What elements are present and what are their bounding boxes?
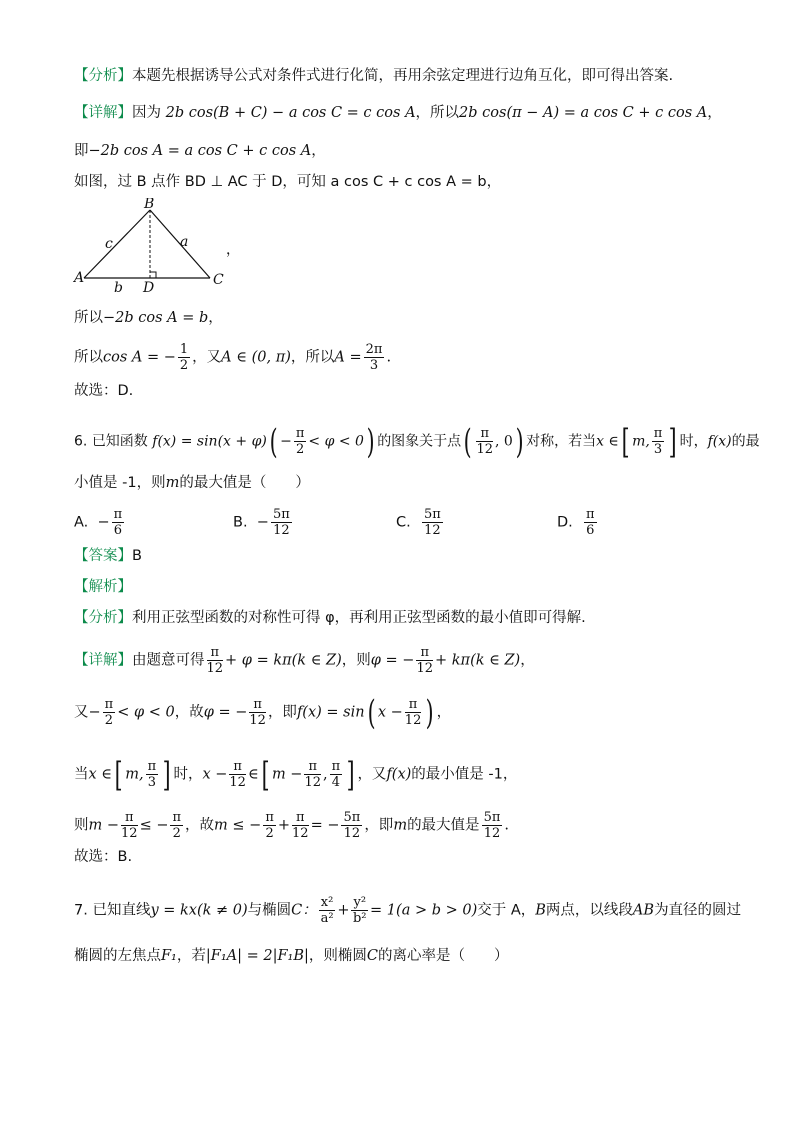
equation: φ = − bbox=[370, 652, 415, 669]
q7-stem-line-2 bbox=[74, 946, 734, 966]
text: 又 bbox=[74, 704, 89, 721]
detail-tag: 【详解】 bbox=[74, 105, 132, 121]
text: ， bbox=[707, 105, 722, 121]
q6-jiexi-line bbox=[74, 577, 734, 597]
text: − bbox=[280, 433, 292, 450]
text: 椭圆的左焦点 bbox=[74, 948, 161, 964]
fraction bbox=[416, 645, 433, 676]
numerator: π bbox=[229, 759, 246, 775]
numerator: x² bbox=[320, 895, 334, 910]
option-label: B. bbox=[233, 514, 248, 531]
text: 所以 bbox=[74, 310, 103, 326]
text: 因为 bbox=[132, 105, 161, 121]
fraction bbox=[294, 426, 307, 457]
numerator: π bbox=[207, 645, 224, 661]
answer-tag: 【答案】 bbox=[74, 548, 132, 564]
equation: f(x) bbox=[707, 433, 732, 450]
text: 的最大值是（ ） bbox=[179, 475, 310, 491]
text: 为直径的圆过 bbox=[654, 902, 742, 919]
denominator: 2 bbox=[295, 442, 305, 457]
numerator: π bbox=[172, 810, 182, 825]
denominator: 12 bbox=[273, 523, 290, 538]
equation: f(x) bbox=[386, 766, 412, 783]
text: ，所以 bbox=[415, 105, 460, 121]
q7-stem-line-1 bbox=[74, 895, 742, 926]
equation: m ≤ − bbox=[214, 817, 262, 834]
equation: = − bbox=[310, 817, 340, 834]
text: 时， bbox=[679, 433, 708, 450]
text: 即 bbox=[74, 143, 89, 159]
text: . bbox=[386, 349, 392, 366]
text: 由题意可得 bbox=[132, 652, 205, 669]
equation: < φ < 0 bbox=[308, 433, 364, 450]
answer-value: B bbox=[132, 548, 142, 564]
numerator: π bbox=[104, 697, 114, 712]
denominator: 12 bbox=[404, 713, 422, 728]
equation: A = bbox=[334, 349, 362, 366]
variable: B bbox=[535, 902, 546, 919]
text: 两点，以线段 bbox=[545, 902, 633, 919]
fraction bbox=[178, 342, 190, 373]
variable: m bbox=[393, 817, 408, 834]
numerator: π bbox=[331, 759, 341, 774]
denominator: 12 bbox=[304, 775, 322, 790]
denominator: 12 bbox=[249, 713, 266, 728]
equation: + bbox=[277, 817, 291, 834]
numerator: π bbox=[147, 759, 157, 774]
variable: C bbox=[366, 948, 378, 964]
numerator: 2π bbox=[365, 342, 383, 357]
fraction bbox=[146, 759, 159, 790]
prev-detail-line-5 bbox=[74, 342, 734, 373]
vertex-c-label: C bbox=[213, 272, 224, 288]
vertex-b-label: B bbox=[144, 198, 155, 212]
fraction bbox=[304, 759, 321, 790]
text: 已知函数 bbox=[91, 433, 148, 450]
fraction bbox=[207, 645, 224, 676]
fraction bbox=[271, 507, 292, 538]
fraction bbox=[364, 342, 385, 373]
text: 交于 A， bbox=[477, 902, 536, 919]
q6-detail-line-3: 当x ∈[ m, $\frac{\pi}{3}$ ] 时，x − $\frac{\pi}{12}$ ∈[ m − $\frac{\pi}{12}$ , $\frac{\pi}{4}$ ] ，又f(x)的最小值是 -1， bbox=[74, 754, 518, 795]
fraction bbox=[476, 426, 493, 457]
text: 时， bbox=[173, 766, 203, 783]
detail-tag: 【详解】 bbox=[74, 652, 132, 669]
denominator: b² bbox=[352, 911, 367, 926]
numerator: π bbox=[265, 810, 274, 825]
sign: − bbox=[256, 514, 269, 531]
denominator: 4 bbox=[331, 775, 341, 790]
fraction bbox=[319, 895, 336, 926]
numerator: y² bbox=[353, 895, 367, 910]
fraction bbox=[229, 759, 246, 790]
equation: −2b cos A = a cos C + c cos A bbox=[88, 143, 312, 159]
fraction bbox=[170, 810, 183, 841]
numerator: 5π bbox=[483, 810, 501, 825]
text: ，则椭圆 bbox=[308, 948, 367, 964]
denominator: 12 bbox=[416, 661, 433, 676]
text: 的最大值是 bbox=[407, 817, 480, 834]
equation: A ∈ (0, π) bbox=[221, 349, 291, 366]
equation: m − bbox=[88, 817, 120, 834]
text: 所以 bbox=[74, 349, 103, 366]
denominator: 12 bbox=[206, 661, 224, 676]
text: ，若 bbox=[176, 948, 206, 964]
text: ，故 bbox=[174, 704, 204, 721]
question-number: 7. bbox=[74, 902, 93, 919]
denominator: 12 bbox=[292, 826, 309, 841]
numerator: π bbox=[292, 810, 309, 826]
question-number: 6. bbox=[74, 433, 92, 450]
denominator: 12 bbox=[121, 826, 138, 841]
text: , bbox=[323, 766, 328, 783]
denominator: 3 bbox=[653, 442, 663, 457]
text: 对称，若当 bbox=[526, 433, 597, 450]
fraction bbox=[121, 810, 138, 841]
text: 与椭圆 bbox=[247, 902, 292, 919]
equation: x ∈ bbox=[88, 766, 113, 783]
numerator: π bbox=[295, 426, 305, 441]
side-c-label: c bbox=[105, 236, 113, 252]
numerator: 5π bbox=[272, 507, 290, 522]
variable: AB bbox=[632, 902, 655, 919]
variable: m bbox=[165, 475, 180, 491]
equation: ≤ − bbox=[139, 817, 169, 834]
text: , 0 bbox=[495, 433, 513, 450]
equation: m, bbox=[632, 433, 650, 450]
numerator: π bbox=[416, 645, 433, 661]
equation: |F₁A| = 2|F₁B| bbox=[205, 948, 309, 964]
option-d[interactable] bbox=[557, 507, 599, 538]
numerator: π bbox=[586, 507, 595, 522]
text: 的离心率是（ ） bbox=[378, 948, 509, 964]
numerator: π bbox=[653, 426, 663, 441]
text: ， bbox=[208, 310, 223, 326]
q6-answer-line bbox=[74, 546, 734, 566]
q6-choice: 故选：B. bbox=[74, 849, 133, 865]
text: 已知直线 bbox=[92, 902, 151, 919]
equation: + φ = kπ(k ∈ Z) bbox=[225, 652, 342, 669]
option-c[interactable] bbox=[396, 507, 445, 538]
equation: + kπ(k ∈ Z) bbox=[435, 652, 521, 669]
side-a-label: a bbox=[180, 234, 189, 250]
equation: x − bbox=[377, 704, 403, 721]
fraction bbox=[341, 810, 362, 841]
equation: φ = − bbox=[203, 704, 248, 721]
option-b[interactable] bbox=[233, 507, 294, 538]
variable: F₁ bbox=[161, 948, 177, 964]
equation: 2b cos(π − A) = a cos C + c cos A bbox=[459, 105, 708, 121]
fraction bbox=[351, 895, 368, 926]
prev-detail-line-4 bbox=[74, 308, 734, 328]
fraction bbox=[405, 697, 422, 728]
equation: = 1(a > b > 0) bbox=[370, 902, 478, 919]
fraction bbox=[263, 810, 276, 841]
triangle-figure bbox=[72, 198, 252, 298]
text: ，又 bbox=[357, 766, 387, 783]
q6-detail-line-4 bbox=[74, 810, 734, 841]
denominator: 3 bbox=[369, 358, 379, 373]
fraction bbox=[103, 697, 116, 728]
text: ， bbox=[436, 704, 452, 721]
text: 当 bbox=[74, 766, 89, 783]
text: ，即 bbox=[364, 817, 394, 834]
analysis-text: 本题先根据诱导公式对条件式进行化简，再用余弦定理进行边角互化，即可得出答案. bbox=[132, 68, 674, 84]
denominator: 12 bbox=[229, 775, 246, 790]
option-a[interactable] bbox=[74, 507, 126, 538]
denominator: 12 bbox=[343, 826, 361, 841]
vertex-a-label: A bbox=[74, 270, 85, 286]
jiexi-tag: 【解析】 bbox=[74, 579, 132, 595]
equation: x − bbox=[202, 766, 228, 783]
numerator: 5π bbox=[343, 810, 361, 825]
numerator: π bbox=[249, 697, 266, 713]
option-label: A. bbox=[74, 514, 89, 531]
option-label: D. bbox=[557, 514, 573, 531]
side-b-label: b bbox=[114, 280, 123, 296]
text: 的最小值是 -1， bbox=[411, 766, 518, 783]
equation: x ∈ bbox=[596, 433, 619, 450]
q6-detail-line-2: 又− $\frac{\pi}{2}$ < φ < 0，故φ = − $\frac{\pi}{12}$ ，即f(x) = sin( x − $\frac{\pi}{12}$ ) ， bbox=[74, 692, 452, 733]
text: + bbox=[337, 902, 350, 919]
denominator: 2 bbox=[265, 826, 274, 841]
q6-stem-line-2 bbox=[74, 473, 734, 493]
denominator: 2 bbox=[179, 358, 189, 373]
text: ，则 bbox=[341, 652, 371, 669]
equation: < φ < 0 bbox=[117, 704, 175, 721]
denominator: 6 bbox=[113, 523, 123, 538]
prev-detail-line-1 bbox=[74, 103, 734, 123]
denominator: 12 bbox=[476, 442, 493, 457]
prev-analysis-line bbox=[74, 66, 734, 86]
numerator: π bbox=[405, 697, 422, 713]
denominator: 3 bbox=[147, 775, 157, 790]
prev-detail-line-2 bbox=[74, 141, 734, 161]
analysis-tag: 【分析】 bbox=[74, 68, 132, 84]
text: ，即 bbox=[267, 704, 297, 721]
fraction bbox=[249, 697, 266, 728]
q6-stem-line-1: 6. 已知函数 f(x) = sin(x + φ)( − $\frac{\pi}{2}$ < φ < 0) 的图象关于点( $\frac{\pi}{12}$ , 0) 对称，若当x ∈[ m, $\frac{\pi}{3}$ ] 时，f(x)的最 bbox=[74, 421, 760, 462]
text: 则 bbox=[74, 817, 89, 834]
numerator: π bbox=[304, 759, 321, 775]
denominator: 2 bbox=[172, 826, 181, 841]
prev-detail-line-3: 如图，过 B 点作 BD ⊥ AC 于 D，可知 a cos C + c cos A = b， bbox=[74, 174, 502, 190]
text: ， bbox=[520, 652, 535, 669]
equation: cos A = − bbox=[103, 349, 176, 366]
numerator: π bbox=[113, 507, 123, 522]
equation: ∈ bbox=[247, 766, 259, 783]
equation: f(x) = sin(x + φ) bbox=[152, 433, 267, 450]
text: 的图象关于点 bbox=[377, 433, 462, 450]
equation: y = kx(k ≠ 0) bbox=[150, 902, 248, 919]
fraction bbox=[292, 810, 309, 841]
equation: f(x) = sin bbox=[296, 704, 365, 721]
denominator: 2 bbox=[104, 713, 114, 728]
text: − bbox=[88, 704, 101, 721]
fraction bbox=[112, 507, 125, 538]
q6-detail-line-1 bbox=[74, 645, 734, 676]
text: ， bbox=[311, 143, 326, 159]
prev-choice: 故选：D. bbox=[74, 383, 134, 399]
analysis-text: 利用正弦型函数的对称性可得 φ，再利用正弦型函数的最小值即可得解. bbox=[132, 610, 586, 626]
text: ，故 bbox=[185, 817, 215, 834]
denominator: 12 bbox=[483, 826, 501, 841]
equation: m − bbox=[271, 766, 303, 783]
point-d-label: D bbox=[143, 280, 155, 296]
fraction bbox=[482, 810, 503, 841]
equation: 2b cos(B + C) − a cos C = c cos A bbox=[165, 105, 416, 121]
text: . bbox=[504, 817, 509, 834]
numerator: π bbox=[121, 810, 138, 826]
fraction bbox=[584, 507, 597, 538]
denominator: a² bbox=[320, 911, 334, 926]
equation: C： bbox=[291, 902, 317, 919]
analysis-tag: 【分析】 bbox=[74, 610, 132, 626]
fraction bbox=[422, 507, 443, 538]
text: ，所以 bbox=[290, 349, 335, 366]
q6-analysis-line bbox=[74, 608, 734, 628]
text: ，又 bbox=[192, 349, 222, 366]
numerator: 1 bbox=[179, 342, 189, 357]
denominator: 6 bbox=[586, 523, 595, 538]
equation: −2b cos A = b bbox=[103, 310, 209, 326]
equation: m, bbox=[125, 766, 144, 783]
sign: − bbox=[97, 514, 110, 531]
fraction bbox=[330, 759, 343, 790]
numerator: π bbox=[476, 426, 493, 442]
fraction bbox=[652, 426, 665, 457]
numerator: 5π bbox=[423, 507, 441, 522]
text: 小值是 -1，则 bbox=[74, 475, 166, 491]
figure-comma: ， bbox=[226, 242, 240, 258]
text: 的最 bbox=[731, 433, 760, 450]
option-label: C. bbox=[396, 514, 411, 531]
denominator: 12 bbox=[424, 523, 441, 538]
